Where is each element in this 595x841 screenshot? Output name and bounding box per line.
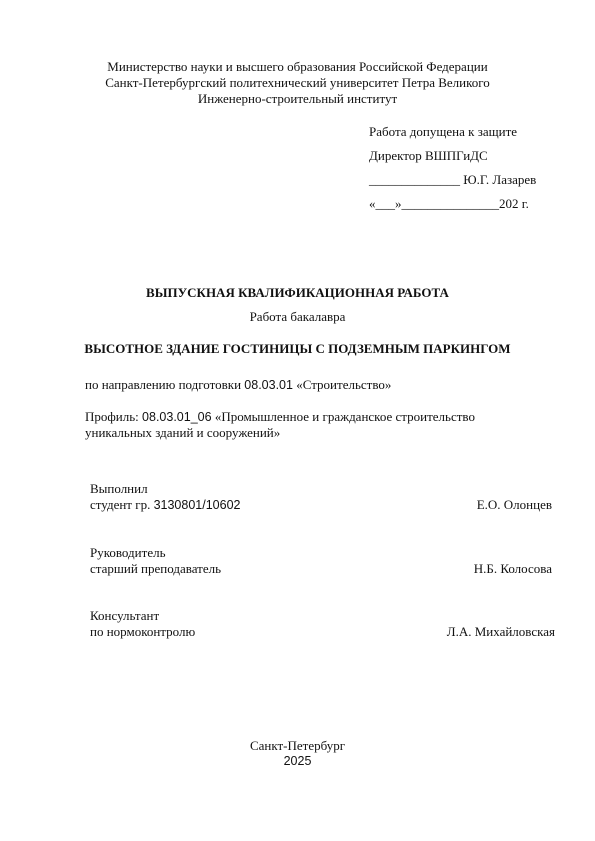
profile-prefix: Профиль:	[85, 409, 143, 424]
supervisor-role: Руководитель	[90, 545, 166, 560]
consultant-role: Консультант	[90, 608, 160, 623]
work-type-title: ВЫПУСКНАЯ КВАЛИФИКАЦИОННАЯ РАБОТА	[146, 285, 449, 300]
director-title: Директор ВШПГиДС	[369, 148, 488, 163]
consultant-name: Л.А. Михайловская	[446, 624, 555, 639]
thesis-topic: ВЫСОТНОЕ ЗДАНИЕ ГОСТИНИЦЫ С ПОДЗЕМНЫМ ПАРКИНГОМ	[84, 341, 511, 356]
university-line: Санкт-Петербургский политехнический университет Петра Великого	[105, 75, 490, 90]
consultant-position: по нормоконтролю	[90, 624, 196, 639]
city: Санкт-Петербург	[249, 738, 346, 753]
profile-name-line2: уникальных зданий и сооружений»	[85, 425, 281, 440]
profile-code: 08.03.01_06	[142, 410, 212, 424]
supervisor-name: Н.Б. Колосова	[473, 561, 552, 576]
degree-subtitle: Работа бакалавра	[249, 309, 346, 324]
signer-role: Выполнил	[90, 481, 148, 496]
student-group: 3130801/10602	[153, 498, 241, 512]
director-signature-line: ______________ Ю.Г. Лазарев	[369, 172, 537, 187]
approval-date-line: «___»_______________202 г.	[369, 196, 529, 211]
signer-position	[90, 496, 240, 514]
signer-position-prefix: студент гр.	[90, 497, 154, 512]
supervisor-position: старший преподаватель	[90, 561, 222, 576]
ministry-line: Министерство науки и высшего образования Российской Федерации	[107, 59, 488, 74]
study-direction	[85, 376, 391, 394]
institute-line: Инженерно-строительный институт	[197, 91, 398, 106]
profile-name-line1: «Промышленное и гражданское строительство	[211, 409, 475, 424]
direction-prefix: по направлению подготовки	[85, 377, 245, 392]
direction-name: «Строительство»	[292, 377, 392, 392]
direction-code: 08.03.01	[244, 378, 293, 392]
signer-name: Е.О. Олонцев	[476, 497, 552, 512]
year: 2025	[283, 754, 312, 768]
approval-text: Работа допущена к защите	[369, 124, 518, 139]
